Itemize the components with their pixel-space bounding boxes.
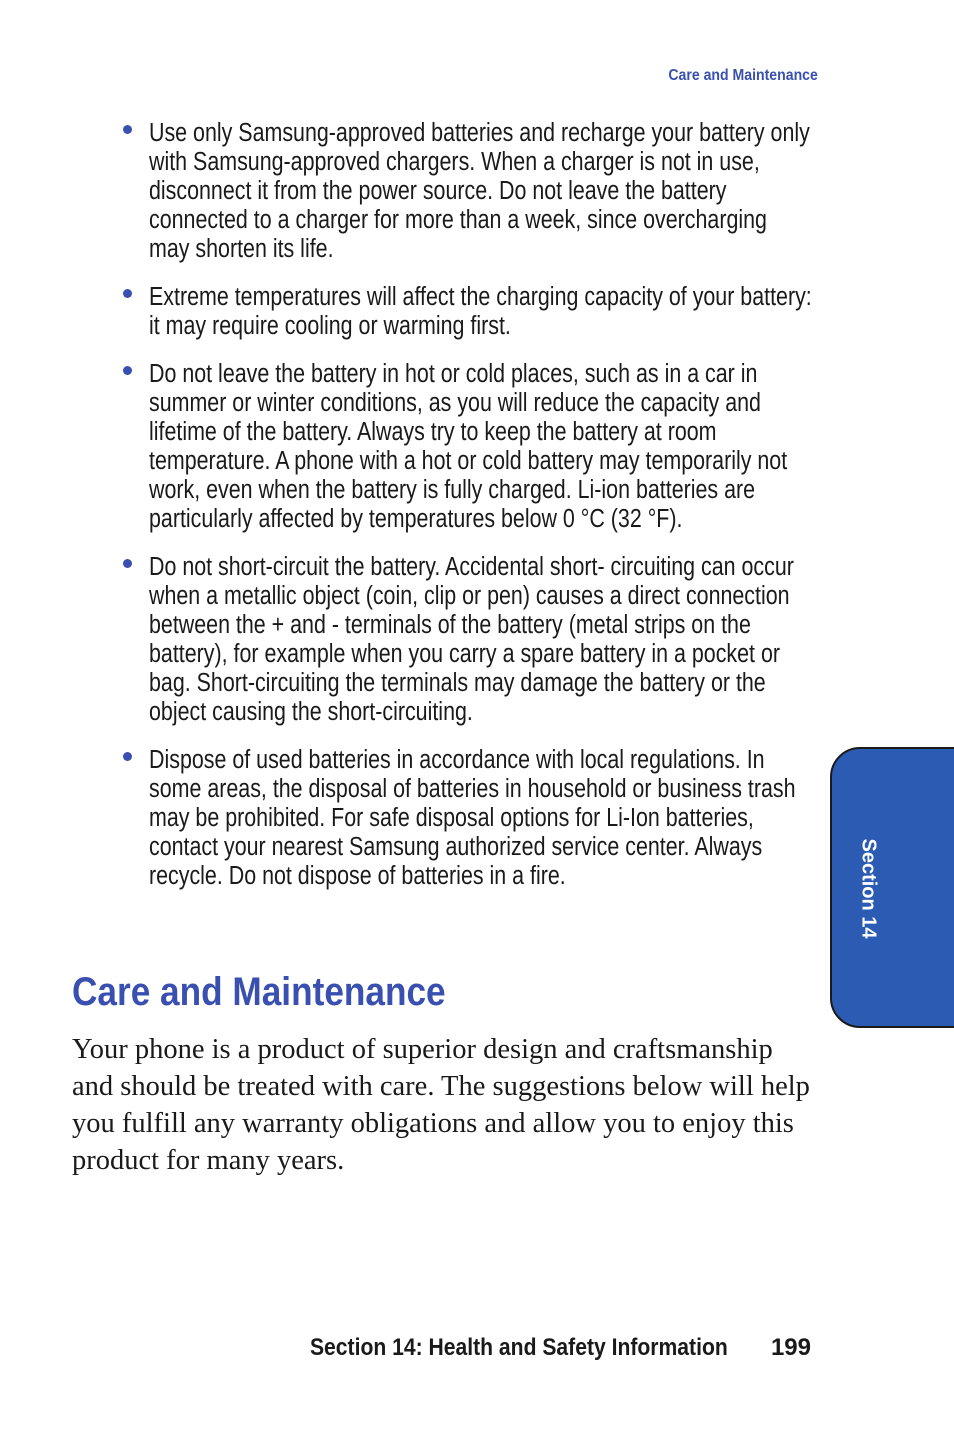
- list-item: [121, 119, 821, 264]
- list-item-text: Do not short-circuit the battery. Accidental short- circuiting can occur when a metallic object (coin, clip or pen) causes a direct connection between the + and - terminals of the battery (metal strips on the battery), for example when you carry a spare battery in a pocket or bag. Short-circuiting the terminals may damage the battery or the object causing the short-circuiting.: [149, 553, 794, 726]
- section-tab-text: Section 14: [857, 837, 880, 939]
- running-header: Care and Maintenance: [668, 67, 818, 84]
- footer-section-title: Section 14: Health and Safety Information: [310, 1334, 728, 1361]
- section-tab: [830, 747, 954, 1028]
- list-item-text: Use only Samsung-approved batteries and recharge your battery only with Samsung-approved chargers. When a charger is not in use, disconnect it from the power source. Do not leave the battery connected to a charger for more than a week, since overcharging may shorten its life.: [149, 119, 810, 263]
- list-item: [121, 283, 821, 341]
- list-item: [121, 360, 821, 534]
- list-item: [121, 553, 821, 727]
- list-item-text: Do not leave the battery in hot or cold places, such as in a car in summer or winter conditions, as you will reduce the capacity and lifetime of the battery. Always try to keep the battery at room temperature. A phone with a hot or cold battery may temporarily not work, even when the battery is fully charged. Li-ion batteries are particularly affected by temperatures below 0 °C (32 °F).: [149, 360, 788, 533]
- page-number: 199: [770, 1334, 811, 1361]
- list-item-text: Extreme temperatures will affect the charging capacity of your battery: it may require cooling or warming first.: [149, 283, 812, 340]
- battery-bullet-list: [121, 119, 821, 910]
- section-tab-label: [853, 828, 883, 948]
- page-footer: [0, 1334, 954, 1366]
- list-item: [121, 746, 821, 891]
- intro-paragraph: Your phone is a product of superior design and craftsmanship and should be treated with care. The suggestions below will help you fulfill any warranty obligations and allow you to enjoy this product for many years.: [72, 1034, 810, 1176]
- list-item-text: Dispose of used batteries in accordance with local regulations. In some areas, the disposal of batteries in household or business trash may be prohibited. For safe disposal options for Li-Ion batteries, contact your nearest Samsung authorized service center. Always recycle. Do not dispose of batteries in a fire.: [149, 746, 796, 890]
- section-heading: Care and Maintenance: [72, 970, 446, 1014]
